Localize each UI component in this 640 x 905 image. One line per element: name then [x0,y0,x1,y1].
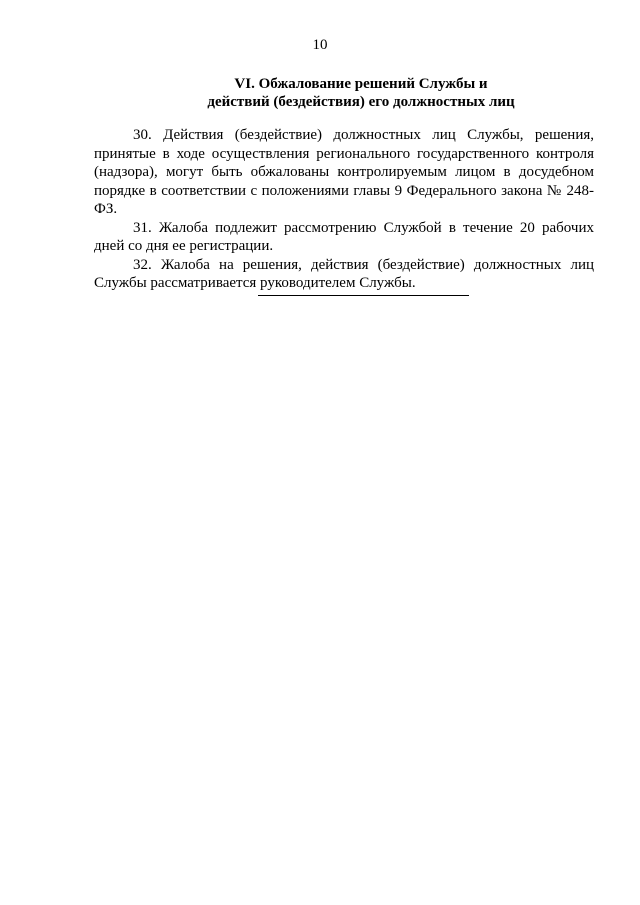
paragraph-30: 30. Действия (бездействие) должностных лиц Службы, решения, принятые в ходе осуществления регионального государственного контроля (надзора), могут быть обжалованы контролируемым лицом в досудебном порядке в соответствии с положениями главы 9 Федерального закона № 248-ФЗ. [94,127,594,217]
page-number: 10 [312,37,328,53]
section-heading [0,75,640,111]
end-separator-line [258,295,469,296]
section-heading-line-2: действий (бездействия) его должностных лиц [207,94,515,110]
paragraph-32: 32. Жалоба на решения, действия (бездействие) должностных лиц Службы рассматривается руководителем Службы. [94,256,594,291]
paragraph-31: 31. Жалоба подлежит рассмотрению Службой в течение 20 рабочих дней со дня ее регистрации. [94,219,594,254]
section-heading-line-1: VI. Обжалование решений Службы и [234,76,488,92]
section-body [94,126,594,293]
